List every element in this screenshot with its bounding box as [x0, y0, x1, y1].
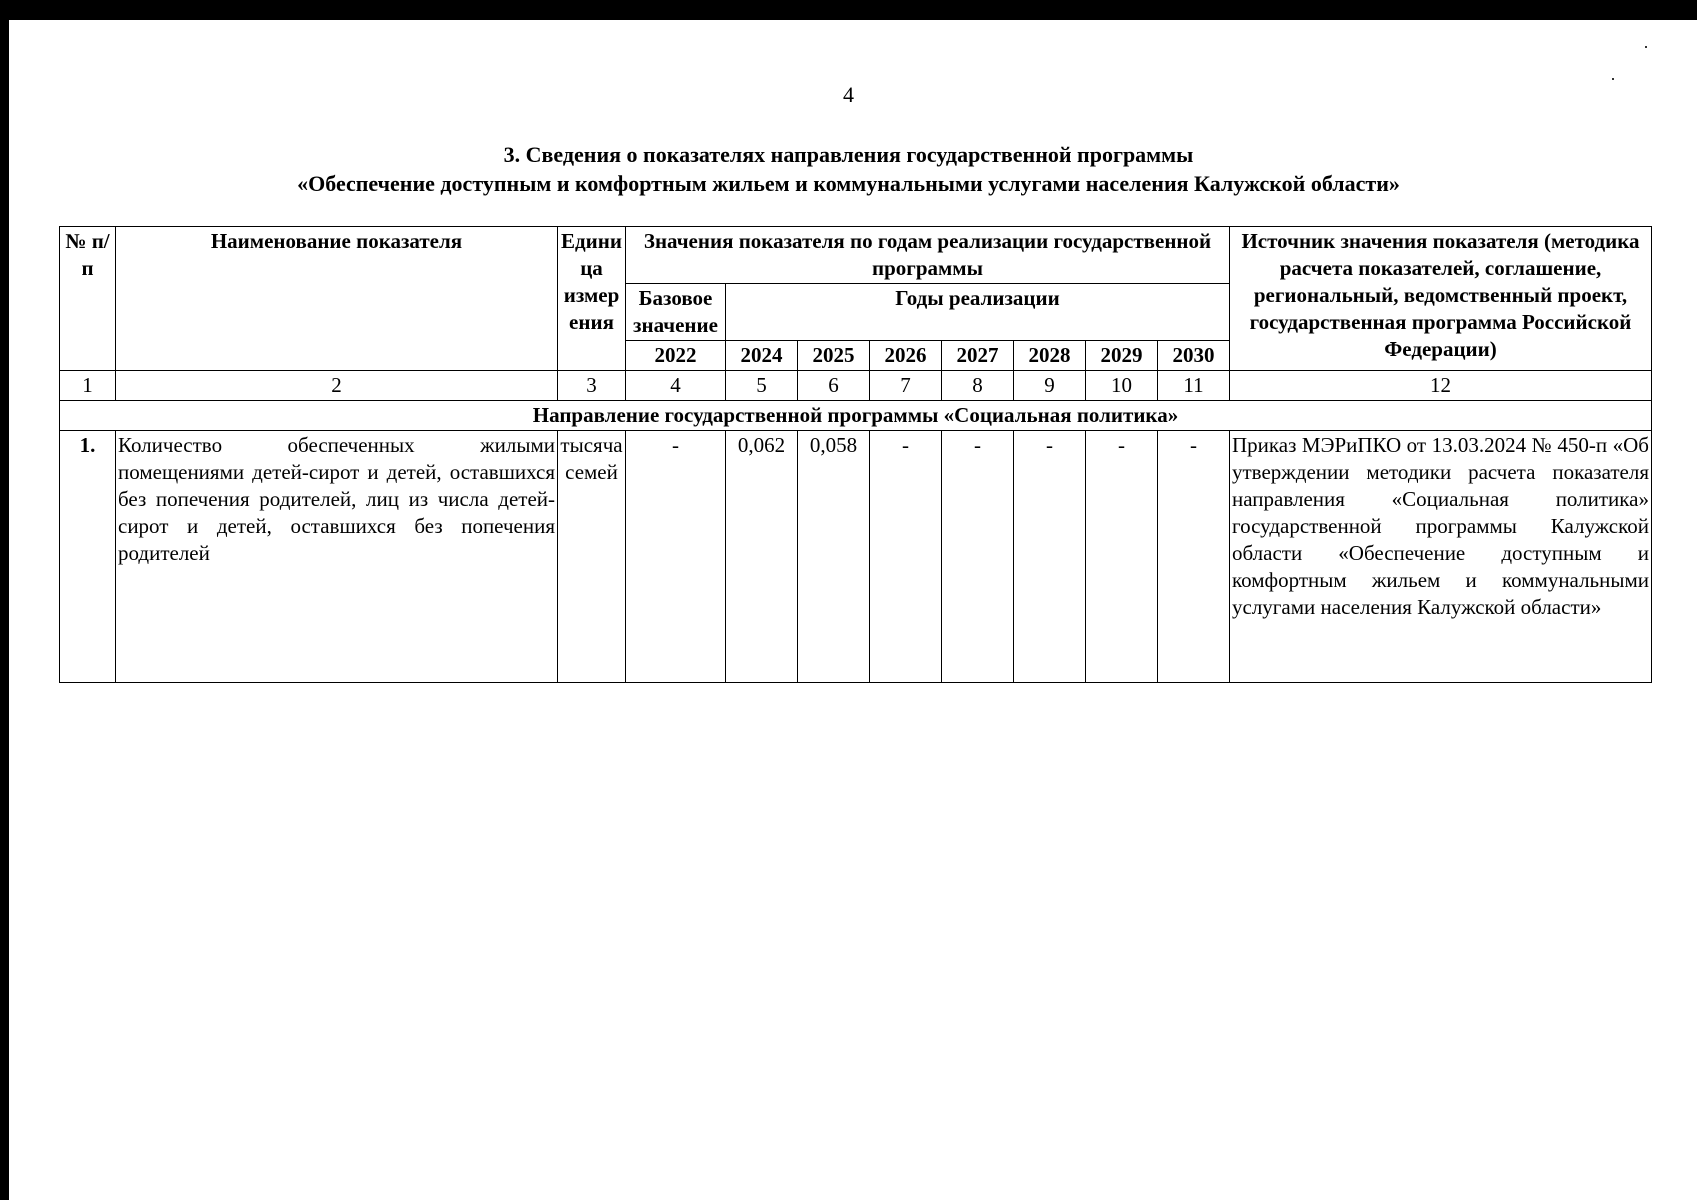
header-base-year: 2022 — [626, 341, 726, 371]
row-value: 0,058 — [798, 431, 870, 683]
column-number: 12 — [1230, 371, 1652, 401]
row-num: 1. — [60, 431, 116, 683]
column-number: 9 — [1014, 371, 1086, 401]
indicators-table — [59, 226, 1652, 683]
row-value: - — [1086, 431, 1158, 683]
scan-speck — [1612, 78, 1614, 80]
row-indicator-name: Количество обеспеченных жилыми помещениями детей-сирот и детей, оставшихся без попечения родителей, лиц из числа детей-сирот и детей, оставшихся без попечения родителей — [116, 431, 558, 683]
header-source: Источник значения показателя (методика расчета показателей, соглашение, региональный, ведомственный проект, государственная программа Российской Федерации) — [1230, 227, 1652, 371]
column-number: 1 — [60, 371, 116, 401]
row-value: 0,062 — [726, 431, 798, 683]
column-number: 8 — [942, 371, 1014, 401]
header-year: 2026 — [870, 341, 942, 371]
column-number: 4 — [626, 371, 726, 401]
table-row — [60, 431, 1652, 683]
header-year: 2028 — [1014, 341, 1086, 371]
header-year: 2024 — [726, 341, 798, 371]
row-unit: тысяча семей — [558, 431, 626, 683]
title-line-2: «Обеспечение доступным и комфортным жильем и коммунальными услугами населения Калужской области» — [297, 171, 1400, 196]
column-number: 11 — [1158, 371, 1230, 401]
row-source: Приказ МЭРиПКО от 13.03.2024 № 450-п «Об утверждении методики расчета показателя направления «Социальная политика» государственной программы Калужской области «Обеспечение доступным и комфортным жильем и коммунальными услугами населения Калужской области» — [1230, 431, 1652, 683]
header-unit: Едини ца измер ения — [558, 227, 626, 371]
header-base-value: Базовое значение — [626, 284, 726, 341]
column-number: 2 — [116, 371, 558, 401]
column-number: 7 — [870, 371, 942, 401]
header-name: Наименование показателя — [116, 227, 558, 371]
scan-top-border — [0, 0, 1697, 20]
column-number: 3 — [558, 371, 626, 401]
header-years-group: Годы реализации — [726, 284, 1230, 341]
header-values-group: Значения показателя по годам реализации государственной программы — [626, 227, 1230, 284]
scan-speck — [1645, 46, 1647, 48]
document-title — [0, 140, 1697, 198]
header-year: 2030 — [1158, 341, 1230, 371]
column-number: 6 — [798, 371, 870, 401]
header-year: 2029 — [1086, 341, 1158, 371]
row-value: - — [942, 431, 1014, 683]
column-number: 10 — [1086, 371, 1158, 401]
section-title: Направление государственной программы «Социальная политика» — [60, 401, 1652, 431]
row-value: - — [1158, 431, 1230, 683]
row-base-value: - — [626, 431, 726, 683]
title-line-1: 3. Сведения о показателях направления государственной программы — [503, 142, 1194, 167]
header-year: 2027 — [942, 341, 1014, 371]
header-year: 2025 — [798, 341, 870, 371]
row-value: - — [1014, 431, 1086, 683]
row-value: - — [870, 431, 942, 683]
header-num: № п/п — [60, 227, 116, 371]
column-numbers-row — [60, 371, 1652, 401]
column-number: 5 — [726, 371, 798, 401]
header-row-1 — [60, 227, 1652, 284]
page-number: 4 — [843, 82, 854, 107]
section-row — [60, 401, 1652, 431]
